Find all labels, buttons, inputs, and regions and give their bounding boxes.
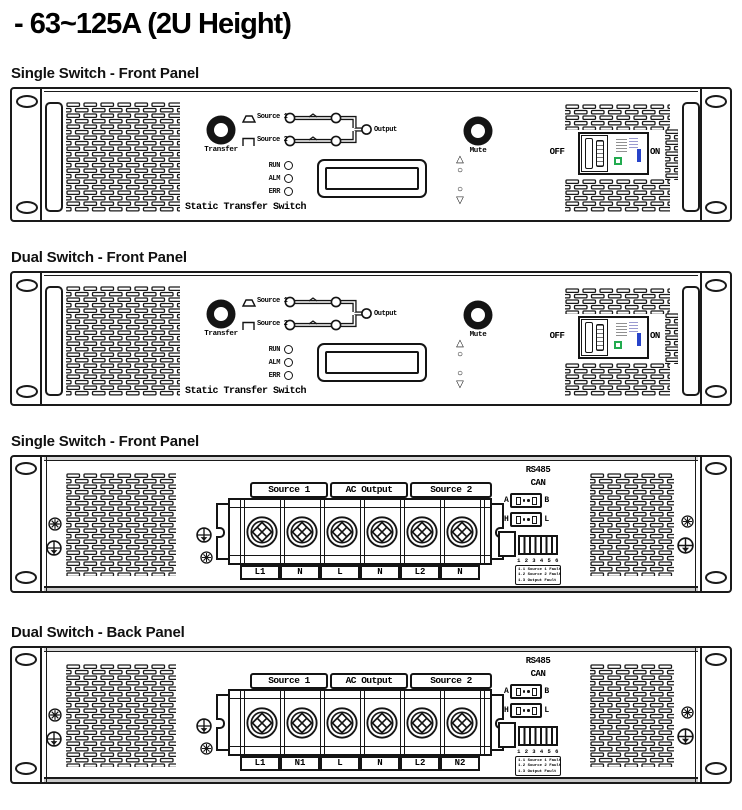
mount-hole [16,95,38,108]
rack-ear-right [700,648,730,782]
screw-icon [48,517,62,531]
panel-top-line [44,91,698,92]
terminal-block [228,689,492,756]
screw-icon [46,731,62,747]
terminal-label-l: L [320,565,360,580]
port-b-label: B [544,687,549,696]
rack-ear-left [12,89,42,220]
screw-icon [200,742,213,755]
can-port [504,512,549,527]
screw-icon [196,527,212,543]
vent-grille-mid-right [665,129,678,180]
mute-knob [465,118,491,144]
connector-icon [510,684,542,699]
terminal-label-n: N [360,565,400,580]
dip-legend-row: 1.1 Source 1 Fault [518,567,562,572]
breaker-rating-text [616,323,627,338]
rs485-label: RS485 [525,465,551,475]
terminal-group-source2: Source 2 [410,673,492,689]
source2-icon [243,323,254,331]
chassis-lip-top [44,457,698,461]
tab-slot [216,527,225,538]
mount-hole [705,95,727,108]
terminal-separator [360,500,365,563]
breaker-off-label: OFF [549,331,565,341]
screw-icon [677,537,694,554]
rack-ear-right [700,273,730,404]
vent-grille-left [66,473,176,576]
terminal-separator [240,691,245,754]
dip-legend-row: 1.3 Output Fault [518,578,557,583]
terminal-separator [280,500,285,563]
down-button: ○ [456,368,464,379]
terminal-separator [440,691,445,754]
dip-legend-row: 1.1 Source 1 Fault [518,758,562,763]
chassis-lip-bottom [44,777,698,782]
dip-legend-row: 1.3 Output Fault [518,769,557,774]
dip-switch [518,535,558,555]
mount-hole [16,279,38,292]
rack-ear-left [12,648,42,782]
led-err-label: ERR [268,187,280,196]
port-b-label: B [544,496,549,505]
rack-ear-right [700,89,730,220]
output-label: Output [374,310,397,318]
terminal-label-n: N [360,756,400,771]
breaker-handle-zone [581,135,608,172]
source2-label: Source 2 [257,320,288,328]
rs485-port [504,493,549,508]
terminal-separator [480,500,485,563]
mount-hole [705,385,727,398]
mount-hole [15,462,37,475]
mount-hole [16,201,38,214]
breaker-handle-inner [596,324,604,351]
terminal-label-n: N [440,565,480,580]
mount-hole [15,571,37,584]
mount-hole [705,571,727,584]
rs485-label: RS485 [525,656,551,666]
lcd-screen [325,167,419,190]
terminal-screw [405,706,439,740]
aux-port [498,531,516,557]
terminal-screw [325,706,359,740]
up-arrow-icon: △ [456,338,464,349]
terminal-group-source1: Source 1 [250,673,328,689]
front-panel-dual [10,271,732,406]
dip-legend [515,565,561,585]
alm-led [284,358,293,367]
mount-hole [705,762,727,775]
up-arrow-icon: △ [456,154,464,165]
terminal-separator [400,500,405,563]
source1-label: Source 1 [257,297,288,305]
rack-ear-left [12,457,42,591]
up-button: ○ [456,349,464,360]
terminal-group-source1: Source 1 [250,482,328,498]
vent-grille-top-right [565,104,670,130]
mount-hole [15,762,37,775]
terminal-label-n2: N2 [440,756,480,771]
terminal-label-l: L [320,756,360,771]
terminal-separator [280,691,285,754]
terminal-screw [325,515,359,549]
breaker-handle [585,138,593,169]
terminal-label-l2: L2 [400,565,440,580]
vent-grille-mid-right [665,313,678,364]
vent-grille-left [66,286,180,396]
chassis-lip-top [44,648,698,652]
terminal-group-source2: Source 2 [410,482,492,498]
dip-legend-row: 1.2 Source 2 Fault [518,573,562,577]
transfer-knob [208,301,234,327]
terminal-separator [240,500,245,563]
can-label: CAN [530,478,546,488]
mount-hole [705,201,727,214]
transfer-knob [208,117,234,143]
front-panel-single [10,87,732,222]
breaker-on-label: ON [650,331,660,341]
back-panel-single [10,455,732,593]
device-name: Static Transfer Switch [185,202,307,213]
alm-led [284,174,293,183]
handle-right [682,286,700,396]
screw-icon [200,551,213,564]
transfer-label: Transfer [204,146,238,154]
terminal-separator [480,691,485,754]
chassis-edge-left [46,457,47,591]
mount-hole [705,279,727,292]
down-arrow-icon: ▽ [456,195,464,206]
screw-icon [681,515,694,528]
screw-icon [46,540,62,556]
connector-icon [510,703,542,718]
breaker-handle-inner [596,140,604,167]
port-h-label: H [504,515,509,524]
source2-icon [243,139,254,147]
source1-icon [243,300,255,306]
dip-numbers: 1 2 3 4 5 6 [517,748,559,755]
can-label: CAN [530,669,546,679]
screw-icon [48,708,62,722]
vent-grille-top-right [565,288,670,314]
run-led [284,161,293,170]
terminal-label-n: N [280,565,320,580]
mute-knob [465,302,491,328]
terminal-group-ac-output: AC Output [330,673,408,689]
mount-hole [15,653,37,666]
terminal-label-l1: L1 [240,565,280,580]
chassis-edge-right [695,648,696,782]
terminal-group-ac-output: AC Output [330,482,408,498]
source1-label: Source 1 [257,113,288,121]
transfer-label: Transfer [204,330,238,338]
port-h-label: H [504,706,509,715]
terminal-screw [405,515,439,549]
breaker-on-label: ON [650,147,660,157]
screw-icon [196,718,212,734]
terminal-screw [245,706,279,740]
back-panel-dual [10,646,732,784]
led-alm-label: ALM [268,358,280,367]
down-button: ○ [456,184,464,195]
terminal-label-l2: L2 [400,756,440,771]
chassis-lip-bottom [44,586,698,591]
screw-icon [681,706,694,719]
handle-left [45,286,63,396]
section-label-dual-back: Dual Switch - Back Panel [11,624,185,641]
circuit-breaker [578,132,649,175]
section-label-single-front: Single Switch - Front Panel [11,65,199,82]
err-led [284,371,293,380]
circuit-breaker [578,316,649,359]
vent-grille-right [590,473,674,576]
source2-label: Source 2 [257,136,288,144]
nav-buttons [452,155,468,206]
terminal-screw [365,706,399,740]
terminal-screw [285,515,319,549]
rs485-port [504,684,549,699]
terminal-screw [285,706,319,740]
lcd-screen [325,351,419,374]
vent-grille-left [66,664,176,767]
page-title: - 63~125A (2U Height) [14,8,291,40]
vent-grille-bottom-right [565,179,670,212]
up-button: ○ [456,165,464,176]
device-name: Static Transfer Switch [185,386,307,397]
port-a-label: A [504,687,509,696]
port-l-label: L [544,515,549,524]
can-port [504,703,549,718]
chassis-edge-left [46,648,47,782]
rack-ear-right [700,457,730,591]
breaker-handle-zone [581,319,608,356]
terminal-screw [445,706,479,740]
breaker-off-label: OFF [549,147,565,157]
connector-icon [510,493,542,508]
handle-left [45,102,63,212]
panel-top-line [44,275,698,276]
aux-port [498,722,516,748]
vent-grille-right [590,664,674,767]
breaker-green-indicator [614,341,622,349]
source1-icon [243,116,255,122]
port-a-label: A [504,496,509,505]
rack-ear-left [12,273,42,404]
terminal-label-l1: L1 [240,756,280,771]
terminal-separator [440,500,445,563]
led-alm-label: ALM [268,174,280,183]
tab-slot [216,718,225,729]
screw-icon [677,728,694,745]
status-leds [245,159,293,198]
lcd-display [317,343,427,382]
breaker-handle [585,322,593,353]
dip-switch [518,726,558,746]
mute-label: Mute [469,331,487,339]
vent-grille-bottom-right [565,363,670,396]
breaker-blue-mark [637,149,641,162]
mount-hole [705,653,727,666]
breaker-blue-mark [637,333,641,346]
terminal-screw [365,515,399,549]
terminal-separator [320,500,325,563]
section-label-single-back: Single Switch - Front Panel [11,433,199,450]
run-led [284,345,293,354]
terminal-label-n1: N1 [280,756,320,771]
terminal-screw [445,515,479,549]
nav-buttons [452,339,468,390]
led-run-label: RUN [268,345,280,354]
handle-right [682,102,700,212]
breaker-green-indicator [614,157,622,165]
section-label-dual-front: Dual Switch - Front Panel [11,249,187,266]
mute-label: Mute [469,147,487,155]
mount-hole [16,385,38,398]
terminal-screw [245,515,279,549]
down-arrow-icon: ▽ [456,379,464,390]
connector-icon [510,512,542,527]
terminal-separator [320,691,325,754]
lcd-display [317,159,427,198]
breaker-rating-text [616,139,627,154]
chassis-edge-right [695,457,696,591]
mount-hole [705,462,727,475]
status-leds [245,343,293,382]
port-l-label: L [544,706,549,715]
dip-numbers: 1 2 3 4 5 6 [517,557,559,564]
led-err-label: ERR [268,371,280,380]
terminal-block [228,498,492,565]
dip-legend [515,756,561,776]
terminal-separator [360,691,365,754]
led-run-label: RUN [268,161,280,170]
dip-legend-row: 1.2 Source 2 Fault [518,764,562,768]
err-led [284,187,293,196]
terminal-separator [400,691,405,754]
vent-grille-left [66,102,180,212]
output-label: Output [374,126,397,134]
